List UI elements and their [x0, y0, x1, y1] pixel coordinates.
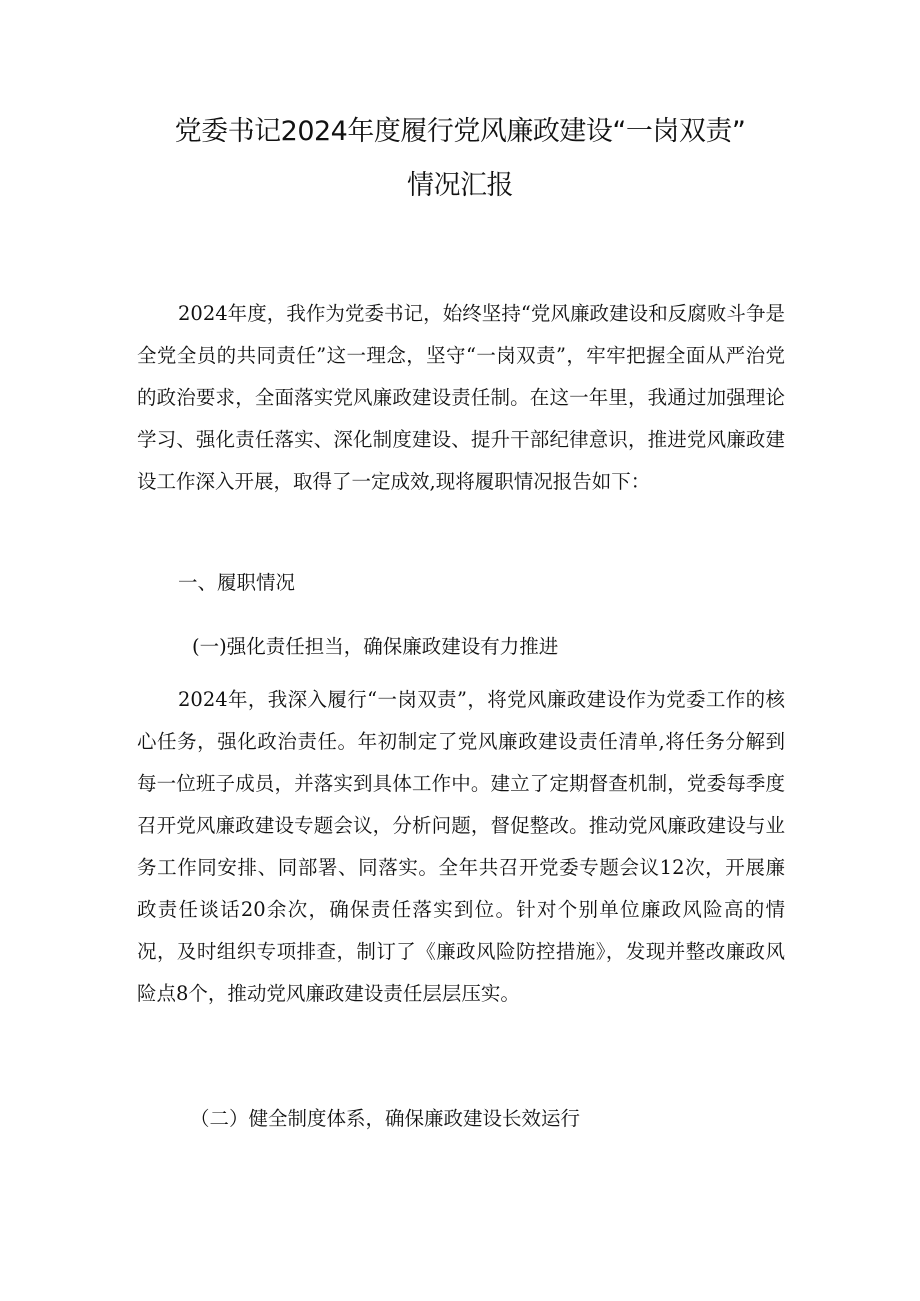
section-heading-performance: 一、履职情况	[178, 571, 296, 594]
responsibility-paragraph: 2024年，我深入履行“一岗双责”，将党风廉政建设作为党委工作的核心任务，强化政治责任。年初制定了党风廉政建设责任清单,将任务分解到每一位班子成员，并落实到具体工作中。建立了定期督查机制，党委每季度召开党风廉政建设专题会议，分析问题，督促整改。推动党风廉政建设与业务工作同安排、同部署、同落实。全年共召开党委专题会议12次，开展廉政责任谈话20余次，确保责任落实到位。针对个别单位廉政风险高的情况，及时组织专项排查，制订了《廉政风险防控措施》，发现并整改廉政风险点8个，推动党风廉政建设责任层层压实。	[137, 688, 785, 1005]
subsection-heading-responsibility: (一)强化责任担当，确保廉政建设有力推进	[192, 635, 559, 658]
document-title-line-2: 情况汇报	[407, 170, 513, 201]
intro-paragraph: 2024年度，我作为党委书记，始终坚持“党风廉政建设和反腐败斗争是全党全员的共同责任”这一理念，坚守“一岗双责”，牢牢把握全面从严治党的政治要求，全面落实党风廉政建设责任制。在这一年里，我通过加强理论学习、强化责任落实、深化制度建设、提升干部纪律意识，推进党风廉政建设工作深入开展，取得了一定成效,现将履职情况报告如下：	[137, 302, 785, 493]
document-title-line-1: 党委书记2024年度履行党风廉政建设“一岗双责”	[174, 116, 746, 147]
subsection-heading-institution: （二）健全制度体系，确保廉政建设长效运行	[190, 1107, 581, 1130]
